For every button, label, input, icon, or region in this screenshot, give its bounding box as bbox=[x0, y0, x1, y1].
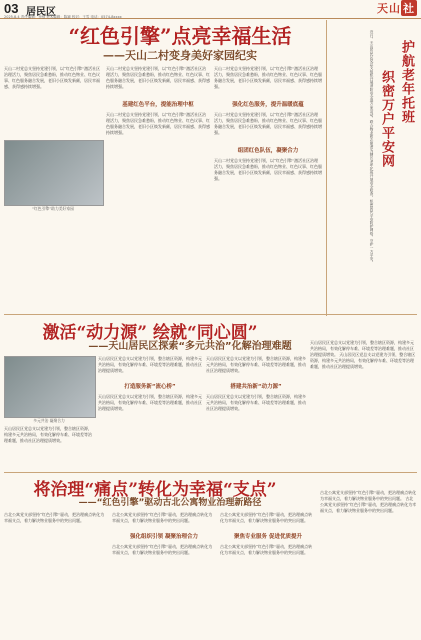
page-number: 03 bbox=[4, 1, 19, 16]
article-2-body-c: 天山居民区党总支以党建为引领，整合辖区资源，构建多元共治格局，有效化解停车难、环境差等治理难题，推动社区治理提质增效。 bbox=[206, 356, 306, 373]
article-3-col-2 bbox=[112, 512, 216, 636]
article-1-col-2 bbox=[106, 66, 210, 316]
article-1-body-c: 天山二村党总支坚持党建引领，以“红色引擎”激活社区治理活力，聚焦居民急难愁盼，推动红色物业、红色议事、红色服务融合发展，老旧小区焕发新颜，居民幸福感、获得感持续增强。 bbox=[214, 66, 322, 89]
photo-1-caption: “红色引擎”助力美好家园 bbox=[32, 206, 74, 211]
article-3-col-1: 古北公寓党支部坚持“红色引擎”驱动，把治理痛点转化为幸福支点，着力解决物业服务中的突出问题。 bbox=[4, 512, 105, 523]
article-3-col-4: 古北公寓党支部坚持“红色引擎”驱动，把治理痛点转化为幸福支点，着力解决物业服务中的突出问题。 古北公寓党支部坚持“红色引擎”驱动，把治理痛点转化为幸福支点，着力解决物业服务中的突出问题。 bbox=[320, 490, 417, 513]
article-3-body-a: 古北公寓党支部坚持“红色引擎”驱动，把治理痛点转化为幸福支点，着力解决物业服务中的突出问题。 bbox=[112, 512, 213, 523]
article-2-body-a: 天山居民区党总支以党建为引领，整合辖区资源，构建多元共治格局，有效化解停车难、环境差等治理难题，推动社区治理提质增效。 bbox=[98, 356, 202, 373]
edition-meta: 2025.8.4 责任编辑：李强 美术编辑：陈颖 校对：王雪 电话：0574-8xxxx bbox=[4, 15, 122, 19]
article-1-subhead-2: 强化红色服务，提升温暖底蕴 bbox=[232, 102, 304, 108]
article-1-subhead-1: 基建红色平台，提能治理中枢 bbox=[122, 102, 194, 108]
article-3-subtitle: ——“红色引擎”驱动古北公寓物业治理新路径 bbox=[78, 498, 262, 508]
article-3-body-b: 古北公寓党支部坚持“红色引擎”驱动，把治理痛点转化为幸福支点，着力解决物业服务中的突出问题。 bbox=[112, 544, 213, 555]
sidebar-divider bbox=[326, 20, 327, 316]
article-2-subhead-1: 打造服务新“流心桥” bbox=[124, 384, 176, 390]
article-2-col-1: 天山居民区党总支以党建为引领，整合辖区资源，构建多元共治格局，有效化解停车难、环境差等治理难题，推动社区治理提质增效。 bbox=[4, 426, 92, 443]
divider-1 bbox=[4, 314, 417, 315]
article-3-subhead-1: 强化组织引领 凝聚治理合力 bbox=[130, 534, 198, 540]
article-3-body-d: 古北公寓党支部坚持“红色引擎”驱动，把治理痛点转化为幸福支点，着力解决物业服务中的突出问题。 bbox=[220, 544, 313, 555]
sidebar-article bbox=[330, 20, 420, 320]
article-1-lead: 天山二村党总支坚持党建引领，以“红色引擎”激活社区治理活力，聚焦居民急难愁盼，推动红色物业、红色议事、红色服务融合发展，老旧小区焕发新颜，居民幸福感、获得感持续增强。 bbox=[4, 66, 101, 89]
article-3-body-c: 古北公寓党支部坚持“红色引擎”驱动，把治理痛点转化为幸福支点，着力解决物业服务中的突出问题。 bbox=[220, 512, 313, 523]
article-1-subtitle: ——天山二村变身美好家园纪实 bbox=[103, 49, 257, 62]
logo-badge: 社 bbox=[403, 2, 415, 15]
sidebar-headline-b: 织密万户平安网 bbox=[379, 70, 394, 168]
article-2-col-2 bbox=[98, 356, 202, 471]
sidebar-headline-a: 护航老年托班 bbox=[399, 40, 414, 124]
section-name: 居民区 bbox=[26, 7, 56, 18]
sidebar-body: 近日，天山居民区党总支组织开展消防安全进万家活动，联合物业和志愿者为辖区老年托班开展安全检查，织密居民平安防护网络，守护一方平安。 bbox=[370, 30, 374, 264]
article-1-subhead-3: 组团红色队伍，凝聚合力 bbox=[237, 148, 299, 154]
page-header bbox=[0, 0, 421, 19]
article-2-body-b: 天山居民区党总支以党建为引领，整合辖区资源，构建多元共治格局，有效化解停车难、环境差等治理难题，推动社区治理提质增效。 bbox=[98, 394, 202, 411]
article-1-body-b: 天山二村党总支坚持党建引领，以“红色引擎”激活社区治理活力，聚焦居民急难愁盼，推动红色物业、红色议事、红色服务融合发展，老旧小区焕发新颜，居民幸福感、获得感持续增强。 bbox=[106, 112, 210, 135]
masthead-logo: 天山 社 bbox=[377, 2, 415, 15]
article-2-col-3 bbox=[206, 356, 306, 471]
article-3-col-3 bbox=[220, 512, 316, 636]
article-2-title: 激活“动力源” 绘就“同心圆” bbox=[42, 323, 258, 343]
article-1-photo bbox=[4, 140, 104, 206]
article-2-col-4: 天山居民区党总支以党建为引领，整合辖区资源，构建多元共治格局，有效化解停车难、环境差等治理难题，推动社区治理提质增效。 天山居民区党总支以党建为引领，整合辖区资源，构建多元共治格局，有效化解停车难、环境差等治理难题，推动社区治理提质增效。 bbox=[310, 340, 416, 369]
article-2-photo bbox=[4, 356, 96, 418]
article-2-subtitle: ——天山居民区探索“多元共治”化解治理难题 bbox=[88, 341, 292, 352]
article-1-body-d: 天山二村党总支坚持党建引领，以“红色引擎”激活社区治理活力，聚焦居民急难愁盼，推动红色物业、红色议事、红色服务融合发展，老旧小区焕发新颜，居民幸福感、获得感持续增强。 bbox=[214, 112, 322, 135]
article-1-title: “红色引擎”点亮幸福生活 bbox=[68, 24, 292, 48]
article-2-body-d: 天山居民区党总支以党建为引领，整合辖区资源，构建多元共治格局，有效化解停车难、环境差等治理难题，推动社区治理提质增效。 bbox=[206, 394, 306, 411]
article-1-col-3 bbox=[214, 66, 322, 316]
divider-2 bbox=[4, 472, 417, 473]
article-3-title: 将治理“痛点”转化为幸福“支点” bbox=[33, 480, 277, 500]
article-1-body-e: 天山二村党总支坚持党建引领，以“红色引擎”激活社区治理活力，聚焦居民急难愁盼，推动红色物业、红色议事、红色服务融合发展，老旧小区焕发新颜，居民幸福感、获得感持续增强。 bbox=[214, 158, 322, 181]
article-1-body-a: 天山二村党总支坚持党建引领，以“红色引擎”激活社区治理活力，聚焦居民急难愁盼，推动红色物业、红色议事、红色服务融合发展，老旧小区焕发新颜，居民幸福感、获得感持续增强。 bbox=[106, 66, 210, 89]
photo-2-caption: 多元共治 凝聚合力 bbox=[33, 418, 65, 423]
article-2-subhead-2: 搭建共治新“动力源” bbox=[230, 384, 282, 390]
article-3-subhead-2: 聚焦专业服务 促进优质提升 bbox=[234, 534, 302, 540]
